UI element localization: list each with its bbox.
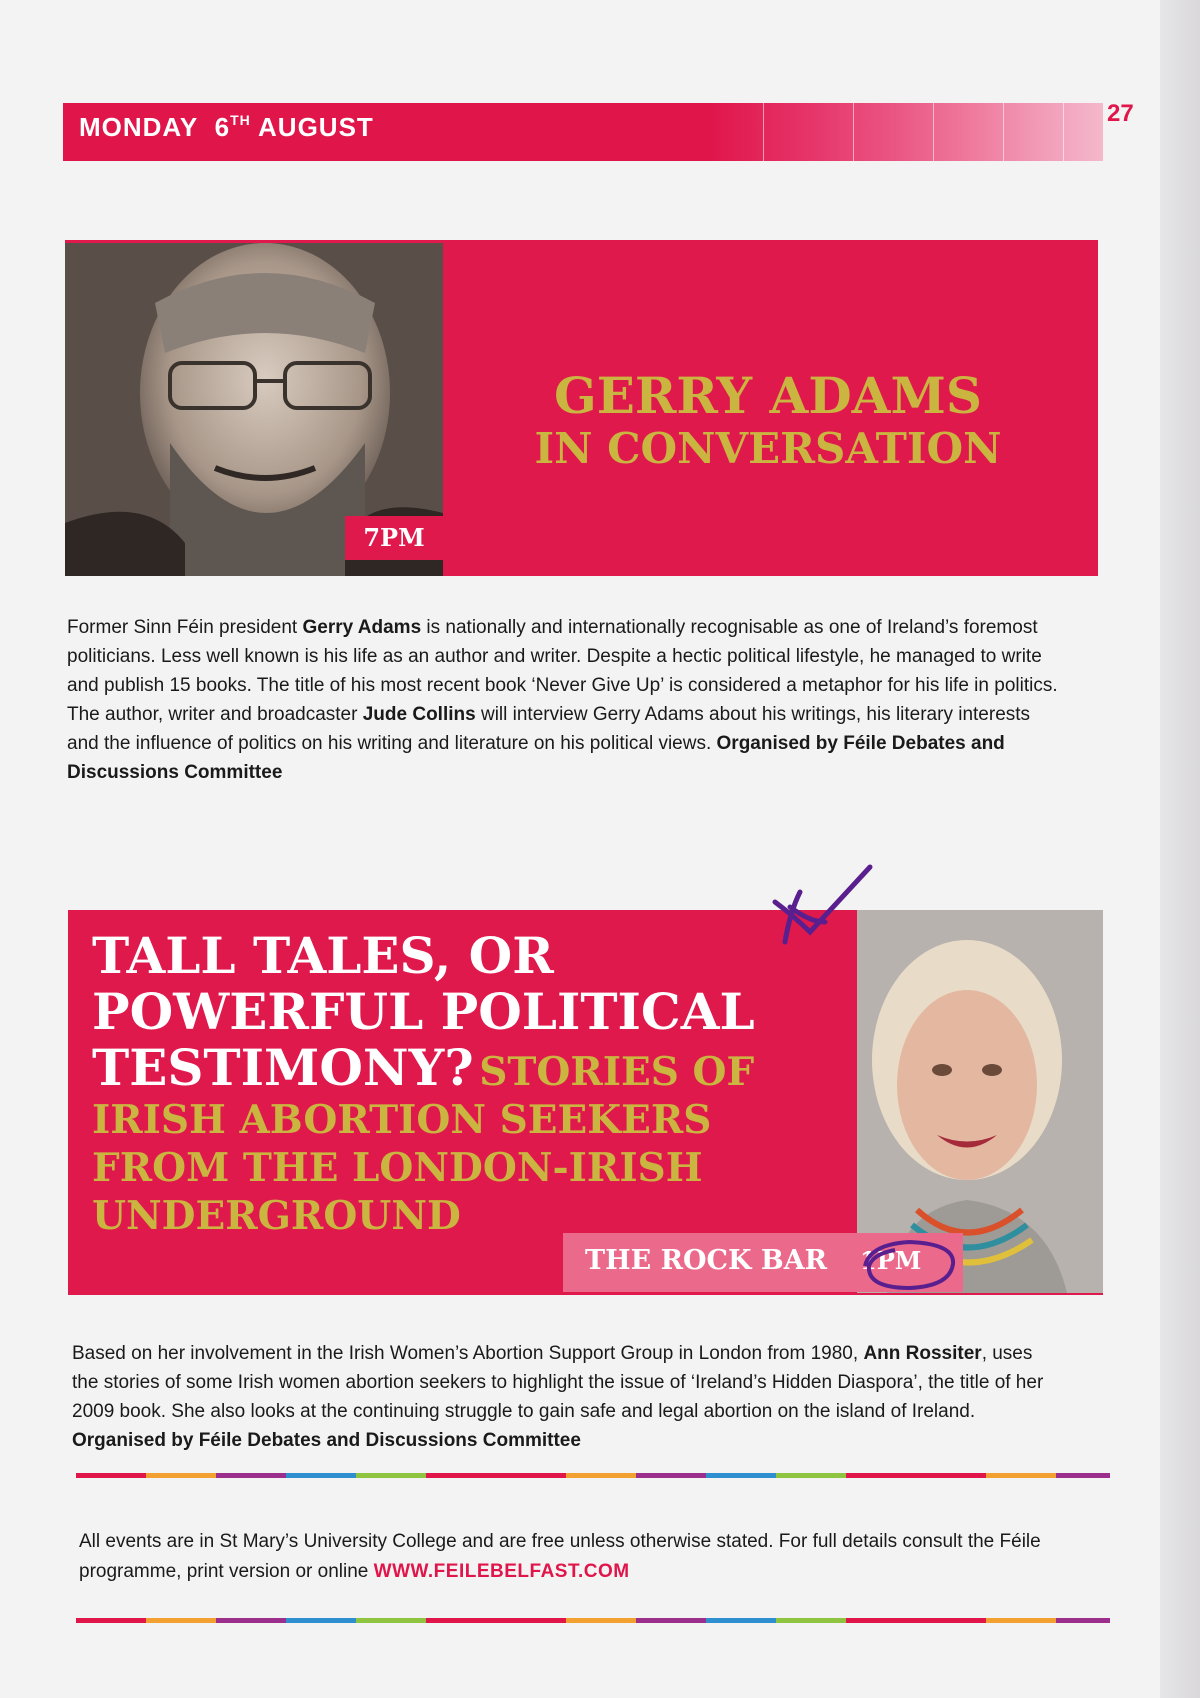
day-label: MONDAY — [79, 112, 199, 142]
event2-speaker-name: Ann Rossiter — [863, 1343, 982, 1364]
website-link[interactable]: WWW.FEILEBELFAST.COM — [373, 1561, 630, 1582]
event2-subtitle-part3: FROM THE LONDON-IRISH — [92, 1145, 703, 1191]
event1-desc-part: Former Sinn Féin president — [67, 617, 303, 638]
event1-title-line1: GERRY ADAMS — [554, 366, 982, 425]
page-number: 27 — [1107, 100, 1134, 127]
event2-organiser: Organised by Féile Debates and Discussions Committee — [72, 1430, 581, 1451]
event2-title-line3: TESTIMONY? — [92, 1038, 474, 1097]
event2-desc-part: Based on her involvement in the Irish Women’s Abortion Support Group in London from 1980, — [72, 1343, 864, 1364]
event2-title-line2: POWERFUL POLITICAL — [92, 982, 755, 1041]
event2-desc-part: , uses the stories of some Irish women abortion seekers to highlight the issue of ‘Ireland’s Hidden Diaspora’, the title of her 2009 book. She also looks at the continuing struggle to gain safe and legal abortion on the island of Ireland. — [72, 1343, 1044, 1422]
date-heading — [79, 112, 374, 143]
event2-time-badge: 1PM — [860, 1246, 922, 1275]
event1-title-line2: IN CONVERSATION — [534, 424, 1002, 473]
handwritten-tick-mark — [770, 862, 880, 962]
event2-subtitle-part1: STORIES OF — [479, 1049, 755, 1095]
date-suffix: TH — [230, 112, 251, 128]
event1-time-badge: 7PM — [345, 516, 443, 560]
event1-desc-part: is nationally and internationally recognisable as one of Ireland’s foremost politicians. Less well known is his life as an author and writer. Despite a hectic political lifestyle, he managed to write and publish 15 books. The title of his most recent book ‘Never Give Up’ is considered a metaphor for his life in politics. The author, writer and broadcaster — [67, 617, 1058, 725]
handwritten-circle-mark — [855, 1236, 965, 1292]
event2-title-line1: TALL TALES, OR — [92, 926, 554, 985]
month-label: AUGUST — [258, 112, 374, 142]
event1-desc-part: will interview Gerry Adams about his writings, his literary interests and the influence of politics on his writing and literature on his political views. — [67, 704, 1031, 754]
event2-subtitle-part2: IRISH ABORTION SEEKERS — [92, 1097, 712, 1143]
footer-note — [79, 1527, 1069, 1587]
event1-title — [468, 368, 1068, 474]
event2-description — [72, 1339, 1062, 1455]
date-number: 6 — [214, 112, 231, 142]
event1-interviewer-name: Jude Collins — [362, 704, 476, 725]
page-edge — [1160, 0, 1200, 1698]
event2-subtitle-part4: UNDERGROUND — [92, 1193, 461, 1239]
event2-venue: THE ROCK BAR — [585, 1245, 828, 1276]
footer-text: All events are in St Mary’s University College and are free unless otherwise stated. For full details consult the Féile programme, print version or online — [79, 1531, 1041, 1582]
divider-bottom — [76, 1618, 1110, 1623]
divider-top — [76, 1473, 1110, 1478]
event1-speaker-name: Gerry Adams — [302, 617, 422, 638]
event1-description — [67, 613, 1067, 787]
event1-organiser: Organised by Féile Debates and Discussions Committee — [67, 733, 1005, 783]
event2-title — [92, 928, 852, 1240]
